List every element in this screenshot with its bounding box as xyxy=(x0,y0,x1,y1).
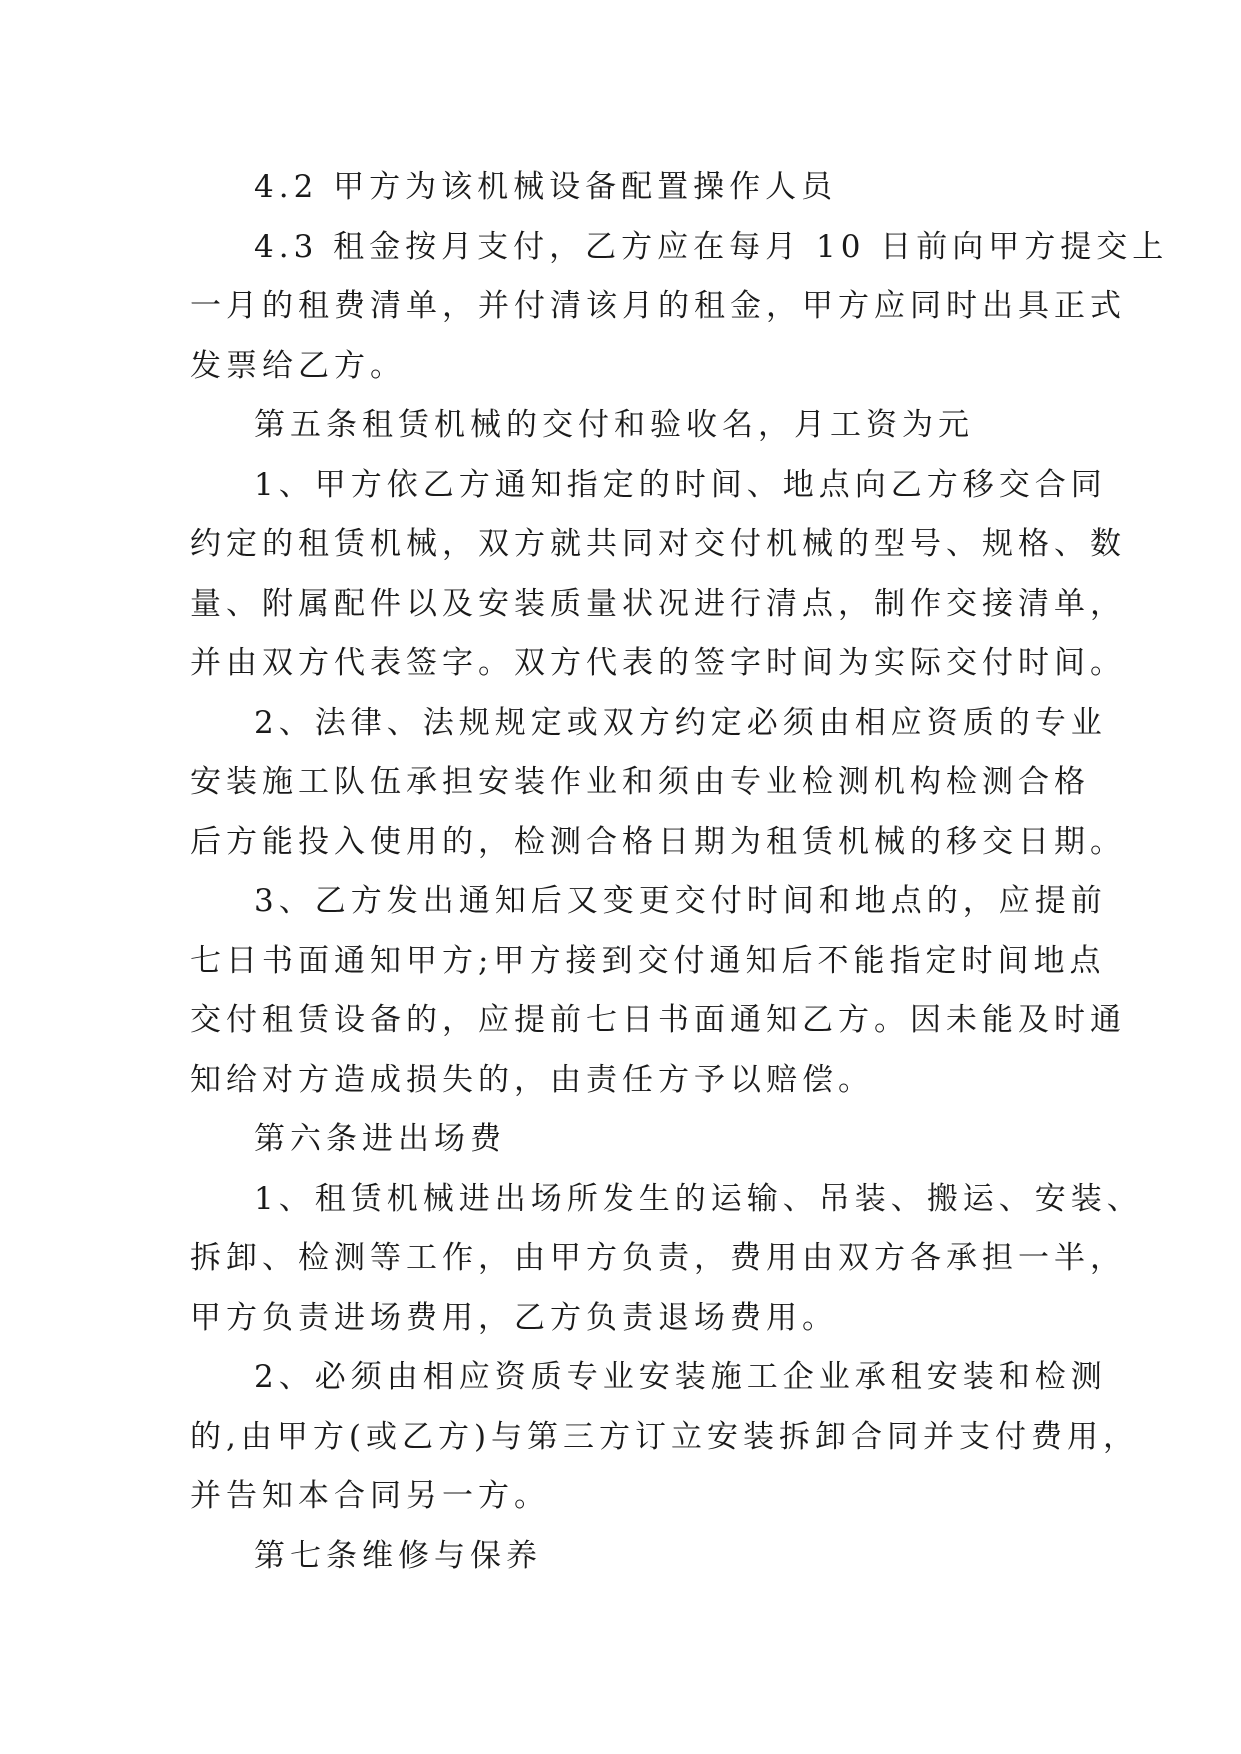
text-line: 安装施工队伍承担安装作业和须由专业检测机构检测合格 xyxy=(190,764,1090,800)
text-line: 的,由甲方(或乙方)与第三方订立安装拆卸合同并支付费用， xyxy=(190,1418,1140,1455)
text-line: 一月的租费清单，并付清该月的租金，甲方应同时出具正式 xyxy=(190,288,1126,324)
text-line: 1、甲方依乙方通知指定的时间、地点向乙方移交合同 xyxy=(254,466,1107,503)
document-body xyxy=(190,158,1169,1586)
text-line: 并由双方代表签字。双方代表的签字时间为实际交付时间。 xyxy=(190,645,1126,681)
text-line: 2、法律、法规规定或双方约定必须由相应资质的专业 xyxy=(254,704,1107,741)
text-line: 1、租赁机械进出场所发生的运输、吊装、搬运、安装、 xyxy=(254,1180,1143,1217)
text-line: 知给对方造成损失的，由责任方予以赔偿。 xyxy=(190,1061,874,1098)
text-line: 约定的租赁机械，双方就共同对交付机械的型号、规格、数 xyxy=(190,526,1126,562)
section-heading: 第七条维修与保养 xyxy=(254,1537,542,1574)
text-line: 4.3 租金按月支付，乙方应在每月 10 日前向甲方提交上 xyxy=(254,228,1169,265)
text-line: 3、乙方发出通知后又变更交付时间和地点的，应提前 xyxy=(254,883,1107,919)
text-line: 并告知本合同另一方。 xyxy=(190,1478,550,1514)
text-line: 拆卸、检测等工作，由甲方负责，费用由双方各承担一半， xyxy=(190,1240,1126,1276)
text-line: 后方能投入使用的，检测合格日期为租赁机械的移交日期。 xyxy=(190,823,1126,860)
text-line: 甲方负责进场费用，乙方负责退场费用。 xyxy=(190,1299,838,1336)
text-line: 量、附属配件以及安装质量状况进行清点，制作交接清单， xyxy=(190,585,1126,622)
text-line: 交付租赁设备的，应提前七日书面通知乙方。因未能及时通 xyxy=(190,1002,1126,1038)
section-heading: 第六条进出场费 xyxy=(254,1121,506,1157)
text-line: 七日书面通知甲方;甲方接到交付通知后不能指定时间地点 xyxy=(190,942,1106,979)
section-heading: 第五条租赁机械的交付和验收名，月工资为元 xyxy=(254,407,974,443)
text-line: 4.2 甲方为该机械设备配置操作人员 xyxy=(254,169,838,205)
text-line: 2、必须由相应资质专业安装施工企业承租安装和检测 xyxy=(254,1359,1107,1395)
text-line: 发票给乙方。 xyxy=(190,347,406,384)
